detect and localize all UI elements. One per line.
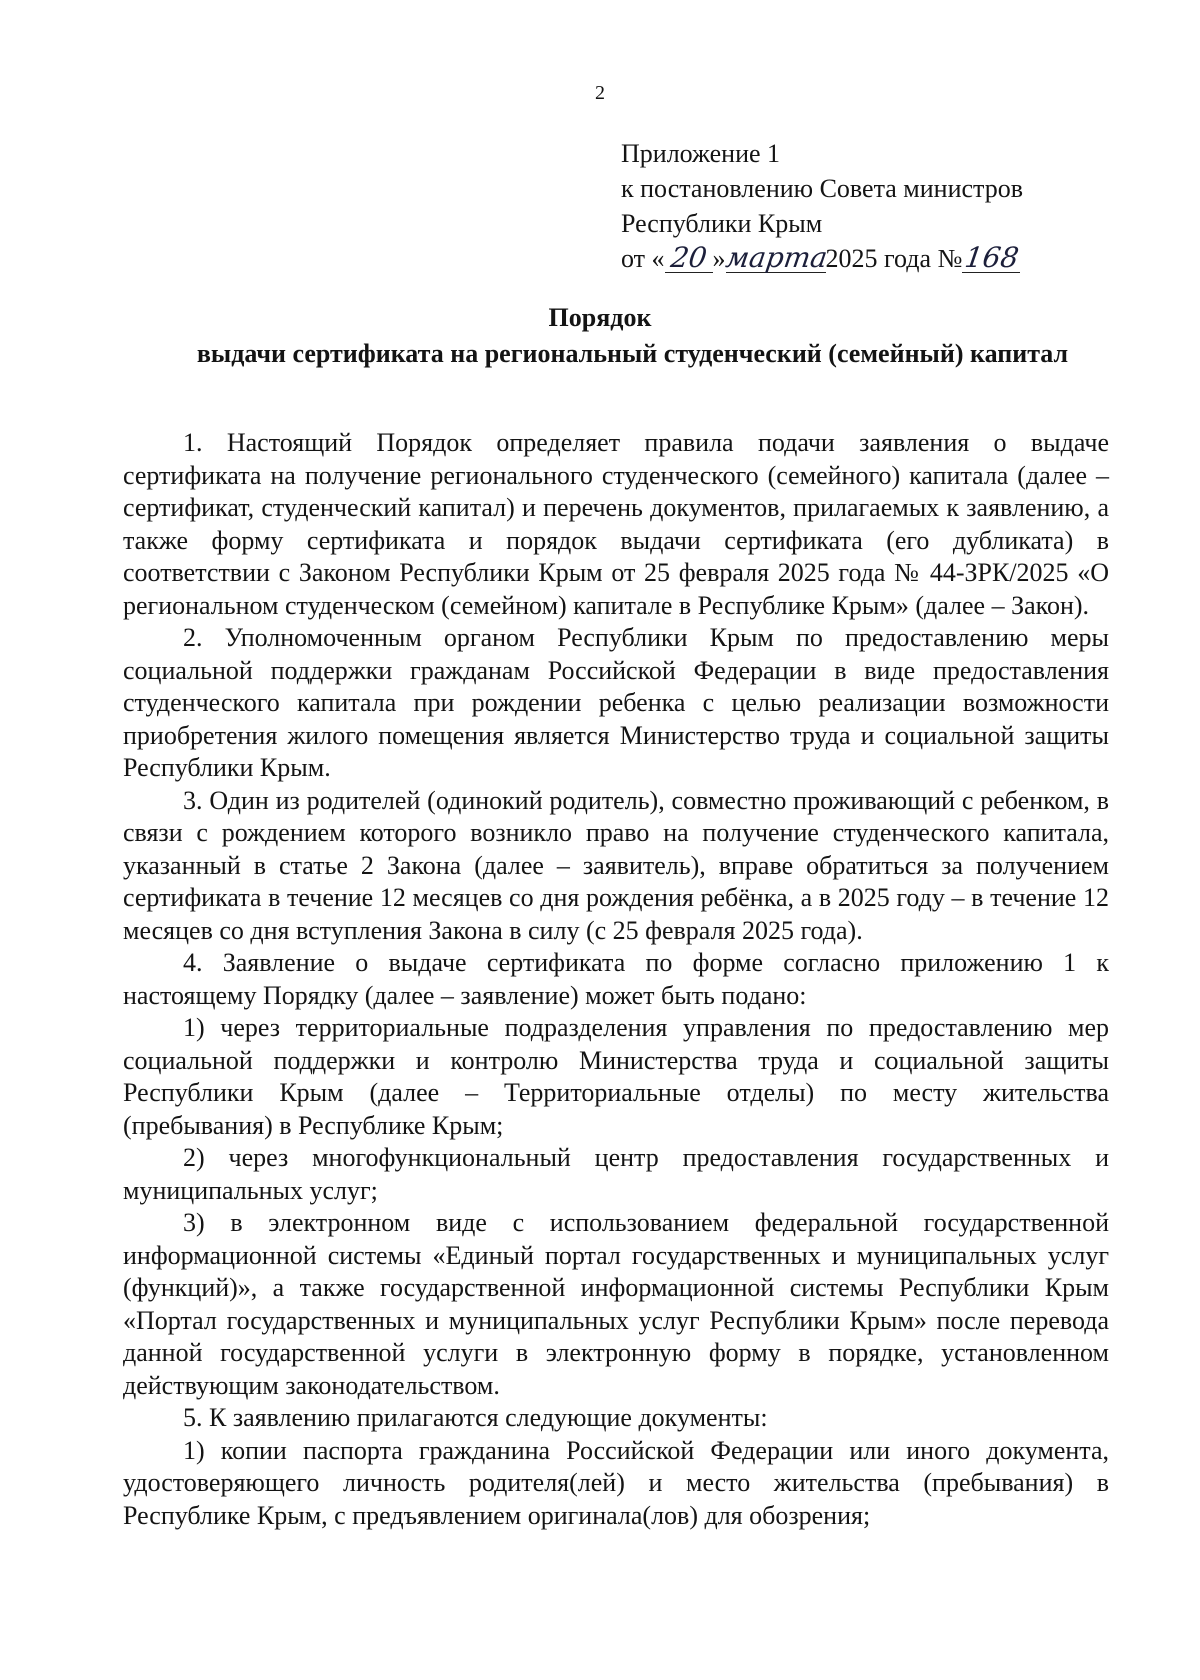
date-year-text: 2025 года № — [825, 244, 963, 273]
date-day-handwritten: 20 — [668, 241, 709, 274]
appendix-label: Приложение 1 — [621, 139, 781, 168]
title-line-2: выдачи сертификата на региональный студенческий (семейный) капитал — [196, 339, 1069, 368]
paragraph-5-item-1: 1) копии паспорта гражданина Российской Федерации или иного документа, удостоверяющего личность родителя(лей) и место жительства (пребывания) в Республике Крым, с предъявлением оригинала(лов) для обозрения; — [123, 1435, 1109, 1530]
resolution-number-handwritten: 168 — [962, 241, 1021, 274]
paragraph-4-item-3: 3) в электронном виде с использованием федеральной государственной информационной системы «Единый портал государственных и муниципальных услуг (функций)», а также государственной информационной системы Республики Крым «Портал государственных и муниципальных услуг Республики Крым» после перевода данной государственной услуги в электронную форму в порядке, установленном действующим законодательством. — [123, 1208, 1109, 1400]
title-line-1: Порядок — [548, 303, 652, 332]
paragraph-2: 2. Уполномоченным органом Республики Крым по предоставлению меры социальной поддержки гражданам Российской Федерации в виде предоставления студенческого капитала при рождении ребенка с целью реализации возможности приобретения жилого помещения является Министерство труда и социальной защиты Республики Крым. — [123, 623, 1109, 782]
page-number: 2 — [595, 82, 605, 104]
resolution-number-blank — [962, 241, 1021, 274]
document-title — [0, 300, 1200, 372]
appendix-date-line — [621, 241, 1023, 276]
appendix-republic: Республики Крым — [621, 209, 823, 238]
date-month-blank — [723, 241, 829, 274]
paragraph-3: 3. Один из родителей (одинокий родитель), совместно проживающий с ребенком, в связи с рождением которого возникло право на получение студенческого капитала, указанный в статье 2 Закона (далее – заявитель), вправе обратиться за получением сертификата в течение 12 месяцев со дня рождения ребёнка, а в 2025 году – в течение 12 месяцев со дня вступления Закона в силу (с 25 февраля 2025 года). — [123, 785, 1109, 945]
paragraph-5: 5. К заявлению прилагаются следующие документы: — [183, 1403, 768, 1432]
appendix-resolution-ref: к постановлению Совета министров — [621, 174, 1023, 203]
paragraph-4-item-2: 2) через многофункциональный центр предоставления государственных и муниципальных услуг; — [123, 1143, 1109, 1205]
date-month-handwritten: марта — [723, 241, 829, 274]
paragraph-4-item-1: 1) через территориальные подразделения управления по предоставлению мер социальной поддержки и контролю Министерства труда и социальной защиты Республики Крым (далее – Территориальные отделы) по месту жительства (пребывания) в Республике Крым; — [123, 1013, 1109, 1140]
date-day-blank — [665, 241, 713, 274]
document-body — [123, 427, 1109, 1532]
paragraph-1: 1. Настоящий Порядок определяет правила подачи заявления о выдаче сертификата на получение регионального студенческого (семейного) капитала (далее – сертификат, студенческий капитал) и перечень документов, прилагаемых к заявлению, а также форму сертификата и порядок выдачи сертификата (его дубликата) в соответствии с Законом Республики Крым от 25 февраля 2025 года № 44-ЗРК/2025 «О региональном студенческом (семейном) капитале в Республике Крым» (далее – Закон). — [123, 428, 1109, 620]
date-mid: » — [712, 244, 726, 273]
date-prefix: от « — [621, 244, 665, 273]
appendix-header — [621, 136, 1023, 276]
paragraph-4: 4. Заявление о выдаче сертификата по форме согласно приложению 1 к настоящему Порядку (далее – заявление) может быть подано: — [123, 948, 1109, 1010]
